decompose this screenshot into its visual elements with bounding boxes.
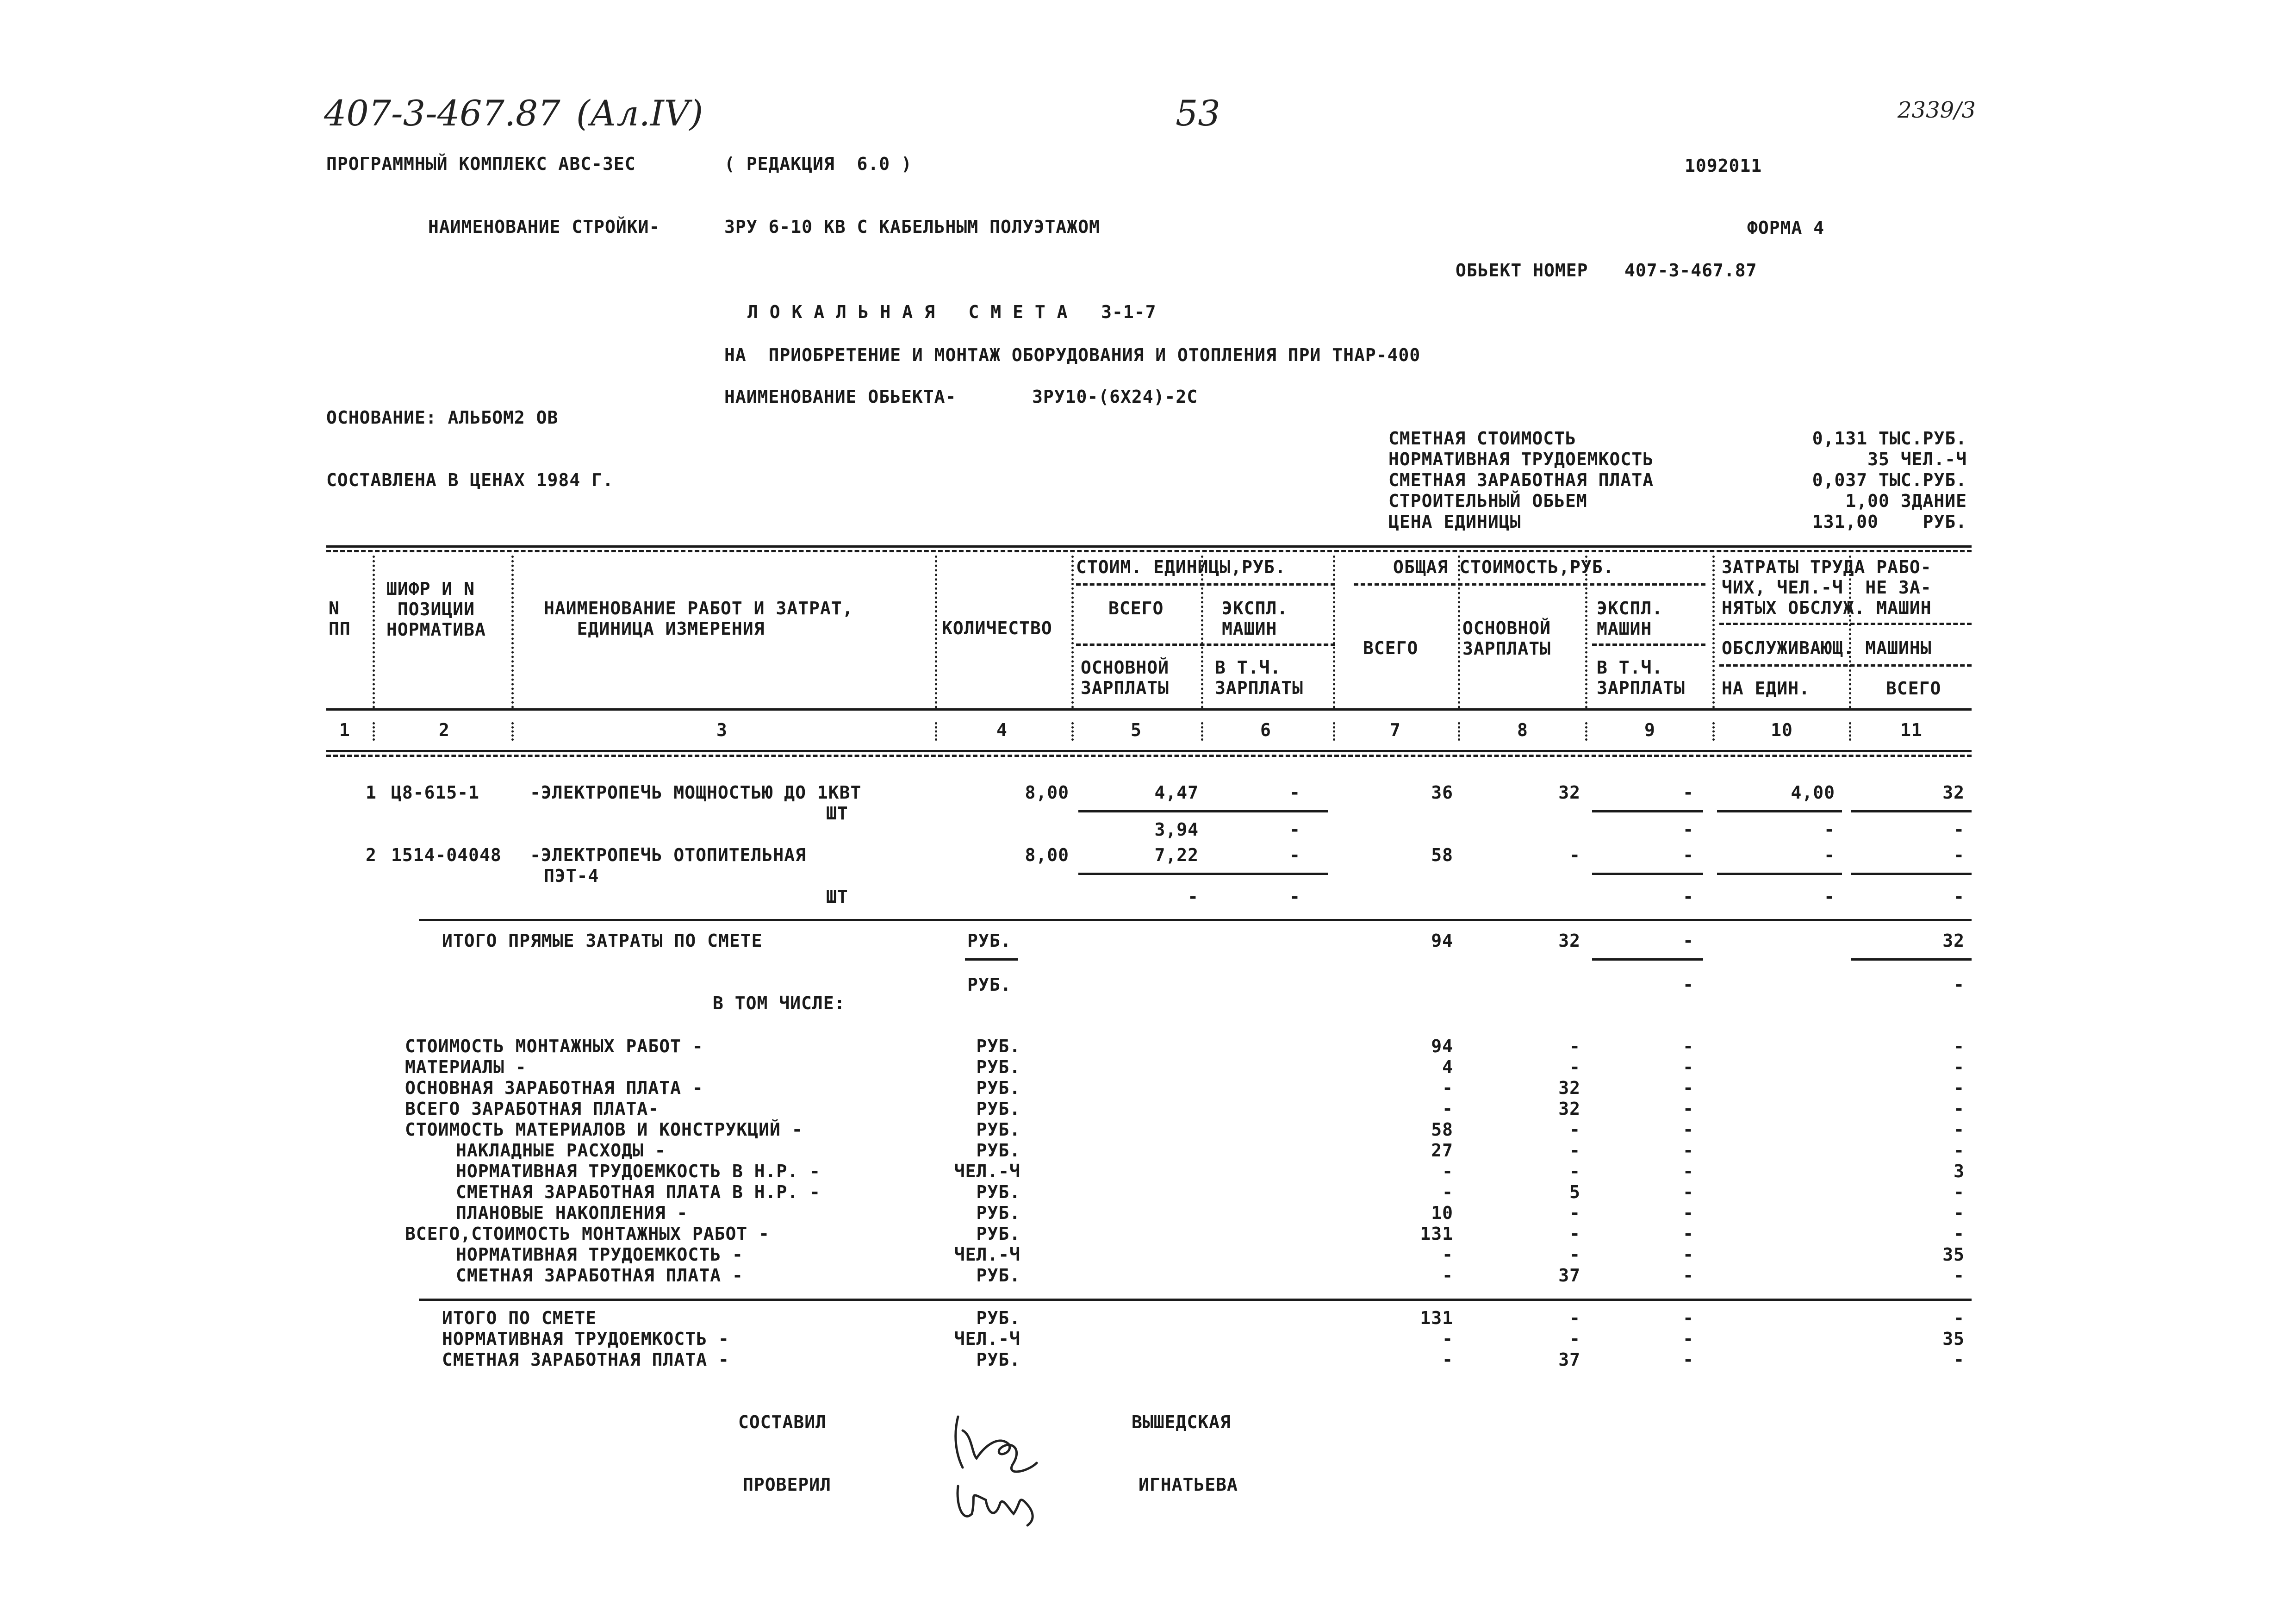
breakdown-total: 58	[1431, 1119, 1453, 1140]
table-top-rule-dashed	[326, 550, 1972, 552]
row-name: -ЭЛЕКТРОПЕЧЬ МОЩНОСТЬЮ ДО 1КВТ	[530, 782, 862, 803]
column-number: 11	[1900, 720, 1923, 740]
construction-value: ЗРУ 6-10 КВ С КАБЕЛЬНЫМ ПОЛУЭТАЖОМ	[724, 217, 1100, 237]
th-labor-rule2	[1719, 664, 1972, 667]
direct-total-machines: -	[1683, 931, 1694, 951]
breakdown-base-wages: -	[1569, 1119, 1580, 1140]
breakdown-unit: РУБ.	[976, 1203, 1020, 1223]
breakdown-labor: 3	[1954, 1161, 1965, 1181]
column-number: 6	[1260, 720, 1271, 740]
breakdown-labor: -	[1954, 1057, 1965, 1077]
row-labor-unit: -	[1824, 845, 1835, 865]
row-incl-wages: -	[1683, 887, 1694, 907]
breakdown-machines: -	[1683, 1203, 1694, 1223]
breakdown-labor: 35	[1942, 1244, 1965, 1265]
row-labor-serv-total: -	[1954, 887, 1965, 907]
th-total-incl: В Т.Ч. ЗАРПЛАТЫ	[1597, 657, 1686, 698]
column-separator	[1333, 556, 1335, 708]
column-separator	[1201, 556, 1203, 708]
row-number: 2	[366, 845, 377, 865]
section-rule	[419, 919, 1972, 921]
column-number: 9	[1644, 720, 1655, 740]
th-unit-incl: В Т.Ч. ЗАРПЛАТЫ	[1215, 657, 1304, 698]
breakdown-label: СМЕТНАЯ ЗАРАБОТНАЯ ПЛАТА -	[456, 1265, 743, 1286]
handwritten-page-number: 53	[1176, 93, 1220, 134]
row-labor-serv-unit: -	[1824, 887, 1835, 907]
breakdown-labor: -	[1954, 1140, 1965, 1161]
row-code: 1514-04048	[391, 845, 502, 865]
breakdown-label: НАКЛАДНЫЕ РАСХОДЫ -	[456, 1140, 666, 1161]
breakdown-base-wages: -	[1569, 1140, 1580, 1161]
basis: ОСНОВАНИЕ: АЛЬБОМ2 ОВ	[326, 407, 559, 428]
breakdown-labor: -	[1954, 1099, 1965, 1119]
th-unit-cost: СТОИМ. ЕДИНИЦЫ,РУБ.	[1076, 557, 1286, 577]
row-machines: -	[1683, 782, 1694, 803]
breakdown-unit: ЧЕЛ.-Ч	[954, 1161, 1020, 1181]
row-labor-total: 32	[1942, 782, 1965, 803]
summary-value: 0,131 ТЫС.РУБ.	[1812, 428, 1967, 449]
direct-total-label: ИТОГО ПРЯМЫЕ ЗАТРАТЫ ПО СМЕТЕ	[442, 931, 763, 951]
breakdown-total: -	[1442, 1078, 1453, 1098]
breakdown-machines: -	[1683, 1224, 1694, 1244]
direct-total-unit: РУБ.	[967, 931, 1012, 951]
breakdown-base-wages: -	[1569, 1203, 1580, 1223]
breakdown-unit: РУБ.	[976, 1036, 1020, 1056]
program-edition: ( РЕДАКЦИЯ 6.0 )	[724, 154, 912, 174]
column-separator	[1585, 722, 1587, 741]
column-number: 5	[1131, 720, 1142, 740]
direct-total-incl-wages: -	[1683, 974, 1694, 995]
totals-rule	[419, 1299, 1972, 1301]
compiled-name: ВЫШЕДСКАЯ	[1132, 1412, 1231, 1432]
totals-label: СМЕТНАЯ ЗАРАБОТНАЯ ПЛАТА -	[442, 1349, 729, 1370]
breakdown-label: СМЕТНАЯ ЗАРАБОТНАЯ ПЛАТА В Н.Р. -	[456, 1182, 821, 1202]
th-col4: КОЛИЧЕСТВО	[942, 618, 1052, 638]
row-total: 58	[1431, 845, 1453, 865]
breakdown-unit: РУБ.	[976, 1140, 1020, 1161]
row-labor-serv-unit: -	[1824, 819, 1835, 840]
cell-rule	[1851, 810, 1972, 812]
row-unit: ШТ	[826, 803, 848, 824]
cell-rule	[1078, 873, 1328, 875]
row-number: 1	[366, 782, 377, 803]
breakdown-label: СТОИМОСТЬ МАТЕРИАЛОВ И КОНСТРУКЦИЙ -	[405, 1119, 803, 1140]
breakdown-label: ВСЕГО,СТОИМОСТЬ МОНТАЖНЫХ РАБОТ -	[405, 1224, 770, 1244]
breakdown-unit: РУБ.	[976, 1078, 1020, 1098]
doc-number: 1092011	[1685, 156, 1762, 176]
cell-rule	[1851, 873, 1972, 875]
row-name-line2: ПЭТ-4	[544, 866, 599, 886]
breakdown-unit: РУБ.	[976, 1057, 1020, 1077]
column-separator	[935, 722, 937, 741]
breakdown-base-wages: -	[1569, 1161, 1580, 1181]
breakdown-machines: -	[1683, 1099, 1694, 1119]
direct-total-labor-serv: -	[1954, 974, 1965, 995]
object-name-label: НАИМЕНОВАНИЕ ОБЬЕКТА-	[724, 387, 957, 407]
th-labor-serv: ОБСЛУЖИВАЮЩ. МАШИНЫ	[1722, 638, 1932, 658]
summary-value: 1,00 ЗДАНИЕ	[1845, 491, 1967, 511]
totals-unit: ЧЕЛ.-Ч	[954, 1329, 1020, 1349]
summary-value: 0,037 ТЫС.РУБ.	[1812, 470, 1967, 490]
row-unit-total: 4,47	[1154, 782, 1199, 803]
breakdown-total: 131	[1420, 1224, 1453, 1244]
column-separator	[1585, 556, 1587, 708]
column-separator	[935, 556, 937, 708]
construction-label: НАИМЕНОВАНИЕ СТРОЙКИ-	[428, 217, 660, 237]
summary-label: НОРМАТИВНАЯ ТРУДОЕМКОСТЬ	[1388, 449, 1654, 469]
row-unit-total: 7,22	[1154, 845, 1199, 865]
th-total-cost-rule	[1354, 583, 1705, 586]
th-col1: N ПП	[329, 598, 351, 639]
column-separator	[1333, 722, 1335, 741]
summary-label: ЦЕНА ЕДИНИЦЫ	[1388, 512, 1521, 532]
row-base-wages: -	[1569, 845, 1580, 865]
breakdown-machines: -	[1683, 1244, 1694, 1265]
row-unit-incl-wages: -	[1289, 819, 1300, 840]
column-number: 10	[1771, 720, 1793, 740]
breakdown-total: -	[1442, 1182, 1453, 1202]
row-unit-machines: -	[1289, 782, 1300, 803]
column-separator	[511, 722, 514, 741]
breakdown-total: -	[1442, 1265, 1453, 1286]
th-total-base: ОСНОВНОЙ ЗАРПЛАТЫ	[1462, 618, 1551, 659]
th-unit-cost-rule	[1076, 583, 1335, 586]
breakdown-base-wages: -	[1569, 1057, 1580, 1077]
column-separator	[1458, 556, 1460, 708]
handwritten-album: (Ал.IV)	[576, 93, 703, 134]
breakdown-labor: -	[1954, 1182, 1965, 1202]
totals-sum: -	[1442, 1329, 1453, 1349]
column-number: 1	[339, 720, 350, 740]
cell-rule	[1078, 810, 1328, 812]
th-labor: ЗАТРАТЫ ТРУДА РАБО- ЧИХ, ЧЕЛ.-Ч НЕ ЗА- НЯТЫХ ОБСЛУЖ. МАШИН	[1722, 557, 1932, 618]
cell-rule	[965, 958, 1018, 961]
breakdown-machines: -	[1683, 1265, 1694, 1286]
totals-labor: -	[1954, 1308, 1965, 1328]
totals-labor: -	[1954, 1349, 1965, 1370]
cell-rule	[1717, 873, 1842, 875]
row-unit: ШТ	[826, 887, 848, 907]
totals-machines: -	[1683, 1349, 1694, 1370]
breakdown-total: -	[1442, 1244, 1453, 1265]
breakdown-base-wages: -	[1569, 1244, 1580, 1265]
breakdown-label: НОРМАТИВНАЯ ТРУДОЕМКОСТЬ -	[456, 1244, 743, 1265]
row-unit-base-wages: -	[1188, 887, 1199, 907]
row-labor-total: -	[1954, 845, 1965, 865]
including-label: В ТОМ ЧИСЛЕ:	[713, 993, 846, 1013]
totals-machines: -	[1683, 1308, 1694, 1328]
row-unit-base-wages: 3,94	[1154, 819, 1199, 840]
breakdown-labor: -	[1954, 1203, 1965, 1223]
handwritten-doc-code: 407-3-467.87	[324, 93, 560, 134]
object-number-value: 407-3-467.87	[1624, 260, 1757, 281]
totals-label: ИТОГО ПО СМЕТЕ	[442, 1308, 597, 1328]
compiled-label: СОСТАВИЛ	[738, 1412, 827, 1432]
totals-label: НОРМАТИВНАЯ ТРУДОЕМКОСТЬ -	[442, 1329, 729, 1349]
totals-base-wages: -	[1569, 1329, 1580, 1349]
breakdown-label: МАТЕРИАЛЫ -	[405, 1057, 527, 1077]
document-title: Л О К А Л Ь Н А Я С М Е Т А 3-1-7	[747, 302, 1157, 322]
column-number: 4	[996, 720, 1008, 740]
form-number: ФОРМА 4	[1747, 218, 1825, 238]
th-unit-base: ОСНОВНОЙ ЗАРПЛАТЫ	[1081, 657, 1170, 698]
breakdown-total: 94	[1431, 1036, 1453, 1056]
cell-rule	[1592, 810, 1703, 812]
summary-value: 131,00 РУБ.	[1812, 512, 1967, 532]
th-unit-mid-rule	[1076, 643, 1335, 646]
th-labor-unit: НА ЕДИН.	[1722, 678, 1811, 699]
column-separator	[1458, 722, 1460, 741]
checked-name: ИГНАТЬЕВА	[1139, 1474, 1238, 1495]
column-separator	[1849, 722, 1851, 741]
summary-label: СМЕТНАЯ ЗАРАБОТНАЯ ПЛАТА	[1388, 470, 1654, 490]
object-name-value: ЗРУ10-(6Х24)-2С	[1032, 387, 1198, 407]
totals-base-wages: 37	[1558, 1349, 1580, 1370]
column-separator	[373, 722, 375, 741]
column-separator	[1712, 722, 1715, 741]
column-separator	[511, 556, 514, 708]
cell-rule	[1717, 810, 1842, 812]
column-number: 8	[1517, 720, 1528, 740]
breakdown-unit: РУБ.	[976, 1119, 1020, 1140]
breakdown-labor: -	[1954, 1078, 1965, 1098]
column-separator	[1712, 556, 1715, 708]
direct-total-sum: 94	[1431, 931, 1453, 951]
totals-sum: 131	[1420, 1308, 1453, 1328]
totals-unit: РУБ.	[976, 1308, 1020, 1328]
breakdown-unit: РУБ.	[976, 1182, 1020, 1202]
column-number: 7	[1390, 720, 1401, 740]
breakdown-labor: -	[1954, 1119, 1965, 1140]
totals-base-wages: -	[1569, 1308, 1580, 1328]
th-labor-total: ВСЕГО	[1886, 678, 1941, 699]
th-labor-rule	[1719, 623, 1972, 625]
breakdown-label: НОРМАТИВНАЯ ТРУДОЕМКОСТЬ В Н.Р. -	[456, 1161, 821, 1181]
column-number: 3	[716, 720, 728, 740]
summary-value: 35 ЧЕЛ.-Ч	[1867, 449, 1967, 469]
breakdown-label: ВСЕГО ЗАРАБОТНАЯ ПЛАТА-	[405, 1099, 660, 1119]
column-separator	[1071, 556, 1074, 708]
row-quantity: 8,00	[1025, 782, 1069, 803]
direct-total-unit2: РУБ.	[967, 974, 1012, 995]
checked-label: ПРОВЕРИЛ	[743, 1474, 832, 1495]
th-col3: НАИМЕНОВАНИЕ РАБОТ И ЗАТРАТ, ЕДИНИЦА ИЗМЕРЕНИЯ	[544, 598, 853, 639]
column-number: 2	[439, 720, 450, 740]
price-level: СОСТАВЛЕНА В ЦЕНАХ 1984 Г.	[326, 470, 614, 490]
breakdown-unit: РУБ.	[976, 1099, 1020, 1119]
breakdown-machines: -	[1683, 1182, 1694, 1202]
breakdown-labor: -	[1954, 1224, 1965, 1244]
totals-unit: РУБ.	[976, 1349, 1020, 1370]
breakdown-base-wages: 5	[1569, 1182, 1580, 1202]
totals-labor: 35	[1942, 1329, 1965, 1349]
direct-total-base-wages: 32	[1558, 931, 1580, 951]
cell-rule	[1592, 873, 1703, 875]
breakdown-label: ОСНОВНАЯ ЗАРАБОТНАЯ ПЛАТА -	[405, 1078, 703, 1098]
program-name: ПРОГРАММНЫЙ КОМПЛЕКС АВС-3ЕС	[326, 154, 636, 174]
breakdown-total: 27	[1431, 1140, 1453, 1161]
row-base-wages: 32	[1558, 782, 1580, 803]
breakdown-machines: -	[1683, 1057, 1694, 1077]
row-incl-wages: -	[1683, 819, 1694, 840]
row-name: -ЭЛЕКТРОПЕЧЬ ОТОПИТЕЛЬНАЯ	[530, 845, 806, 865]
row-total: 36	[1431, 782, 1453, 803]
signature-compiled	[944, 1403, 1064, 1532]
breakdown-base-wages: 32	[1558, 1099, 1580, 1119]
totals-machines: -	[1683, 1329, 1694, 1349]
th-col2: ШИФР И N ПОЗИЦИИ НОРМАТИВА	[386, 579, 486, 640]
row-labor-serv-total: -	[1954, 819, 1965, 840]
breakdown-total: 10	[1431, 1203, 1453, 1223]
row-labor-unit: 4,00	[1791, 782, 1835, 803]
summary-label: СТРОИТЕЛЬНЫЙ ОБЬЕМ	[1388, 491, 1587, 511]
breakdown-labor: -	[1954, 1036, 1965, 1056]
row-quantity: 8,00	[1025, 845, 1069, 865]
breakdown-machines: -	[1683, 1036, 1694, 1056]
th-total-mach: ЭКСПЛ. МАШИН	[1597, 598, 1663, 639]
breakdown-base-wages: 32	[1558, 1078, 1580, 1098]
row-unit-incl-wages: -	[1289, 887, 1300, 907]
row-unit-machines: -	[1289, 845, 1300, 865]
th-unit-all: ВСЕГО	[1108, 598, 1164, 618]
breakdown-total: -	[1442, 1161, 1453, 1181]
table-top-rule	[326, 545, 1972, 548]
row-machines: -	[1683, 845, 1694, 865]
column-separator	[373, 556, 375, 708]
th-total-all: ВСЕГО	[1363, 638, 1419, 658]
breakdown-unit: РУБ.	[976, 1224, 1020, 1244]
document-subtitle: НА ПРИОБРЕТЕНИЕ И МОНТАЖ ОБОРУДОВАНИЯ И ОТОПЛЕНИЯ ПРИ ТНАР-400	[724, 345, 1421, 365]
th-total-cost: ОБЩАЯ СТОИМОСТЬ,РУБ.	[1393, 557, 1614, 577]
breakdown-total: 4	[1442, 1057, 1453, 1077]
breakdown-machines: -	[1683, 1119, 1694, 1140]
object-number-label: ОБЬЕКТ НОМЕР	[1456, 260, 1588, 281]
header-bottom-rule	[326, 708, 1972, 711]
cell-rule	[1851, 958, 1972, 961]
cell-rule	[1592, 958, 1703, 961]
column-separator	[1201, 722, 1203, 741]
direct-total-labor: 32	[1942, 931, 1965, 951]
breakdown-labor: -	[1954, 1265, 1965, 1286]
breakdown-unit: ЧЕЛ.-Ч	[954, 1244, 1020, 1265]
breakdown-base-wages: 37	[1558, 1265, 1580, 1286]
totals-sum: -	[1442, 1349, 1453, 1370]
row-code: Ц8-615-1	[391, 782, 480, 803]
breakdown-machines: -	[1683, 1078, 1694, 1098]
numbers-bottom-rule-dashed	[326, 755, 1972, 757]
handwritten-corner-number: 2339/3	[1898, 97, 1976, 123]
breakdown-label: СТОИМОСТЬ МОНТАЖНЫХ РАБОТ -	[405, 1036, 703, 1056]
breakdown-total: -	[1442, 1099, 1453, 1119]
th-unit-mach: ЭКСПЛ. МАШИН	[1222, 598, 1288, 639]
breakdown-label: ПЛАНОВЫЕ НАКОПЛЕНИЯ -	[456, 1203, 688, 1223]
breakdown-machines: -	[1683, 1161, 1694, 1181]
column-separator	[1071, 722, 1074, 741]
breakdown-base-wages: -	[1569, 1036, 1580, 1056]
th-total-mid-rule	[1592, 643, 1705, 646]
breakdown-machines: -	[1683, 1140, 1694, 1161]
breakdown-base-wages: -	[1569, 1224, 1580, 1244]
breakdown-unit: РУБ.	[976, 1265, 1020, 1286]
summary-label: СМЕТНАЯ СТОИМОСТЬ	[1388, 428, 1576, 449]
numbers-bottom-rule	[326, 750, 1972, 752]
